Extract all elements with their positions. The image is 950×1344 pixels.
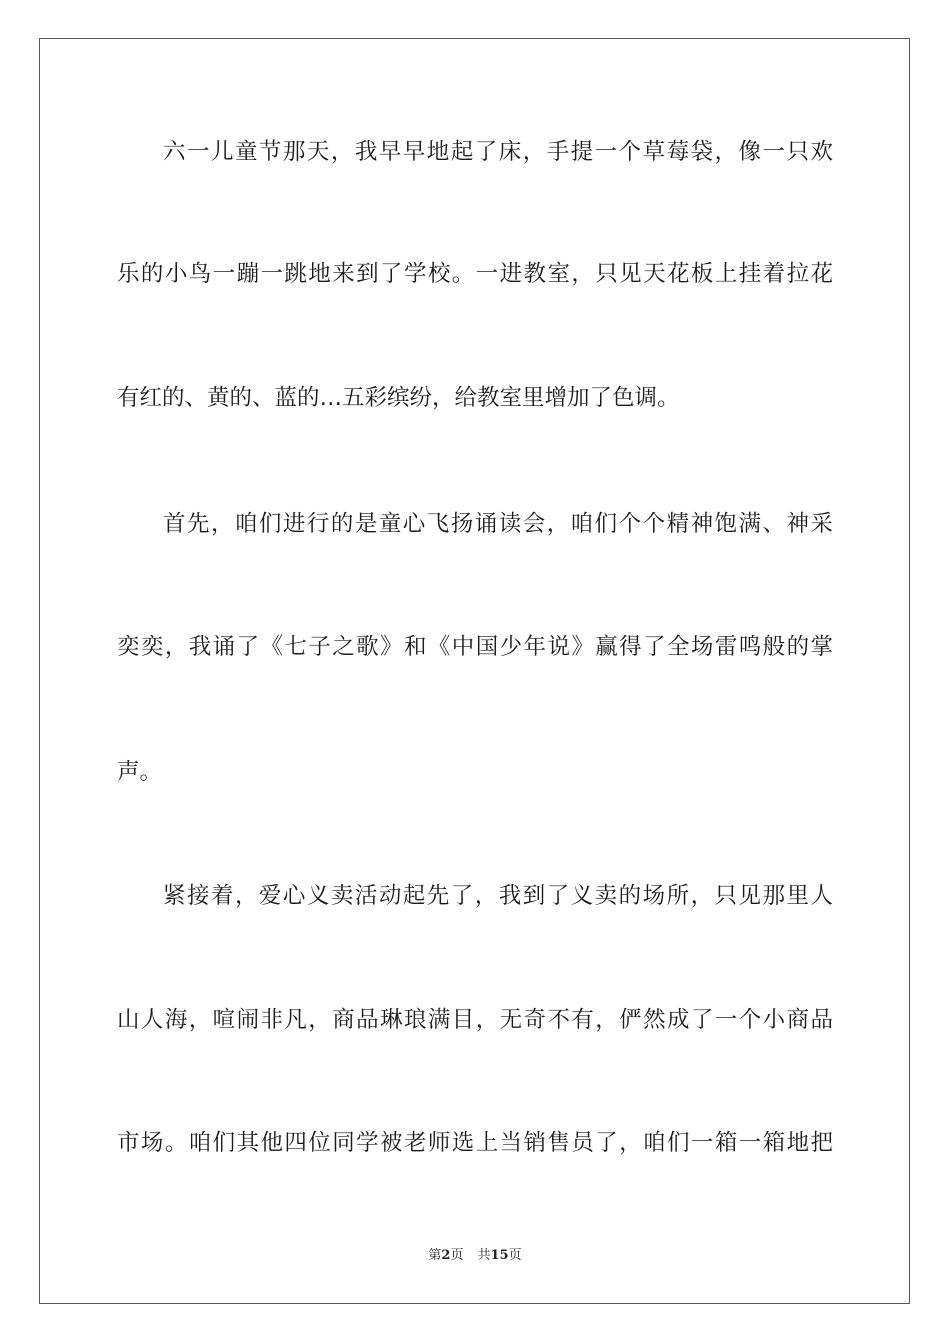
page-suffix: 页 bbox=[450, 1248, 464, 1263]
paragraph-line: 有红的、黄的、蓝的…五彩缤纷，给教室里增加了色调。 bbox=[117, 385, 680, 411]
page-footer bbox=[0, 1247, 950, 1265]
paragraph-line: 市场。咱们其他四位同学被老师选上当销售员了，咱们一箱一箱地把 bbox=[117, 1130, 833, 1156]
paragraph-line: 乐的小鸟一蹦一跳地来到了学校。一进教室，只见天花板上挂着拉花 bbox=[117, 261, 833, 287]
page-border bbox=[39, 38, 910, 1304]
page-number: 2 bbox=[441, 1248, 451, 1263]
paragraph-line: 首先，咱们进行的是童心飞扬诵读会，咱们个个精神饱满、神采 bbox=[163, 511, 833, 537]
paragraph-line: 声。 bbox=[117, 759, 163, 785]
paragraph-line: 奕奕，我诵了《七子之歌》和《中国少年说》赢得了全场雷鸣般的掌 bbox=[117, 634, 833, 660]
paragraph-line: 紧接着，爱心义卖活动起先了，我到了义卖的场所，只见那里人 bbox=[163, 883, 833, 909]
paragraph-line: 六一儿童节那天，我早早地起了床，手提一个草莓袋，像一只欢 bbox=[163, 139, 833, 165]
total-prefix: 共 bbox=[477, 1248, 491, 1263]
page-prefix: 第 bbox=[428, 1248, 442, 1263]
total-pages: 15 bbox=[490, 1248, 509, 1263]
total-suffix: 页 bbox=[508, 1248, 522, 1263]
paragraph-line: 山人海，喧闹非凡，商品琳琅满目，无奇不有，俨然成了一个小商品 bbox=[117, 1007, 833, 1033]
